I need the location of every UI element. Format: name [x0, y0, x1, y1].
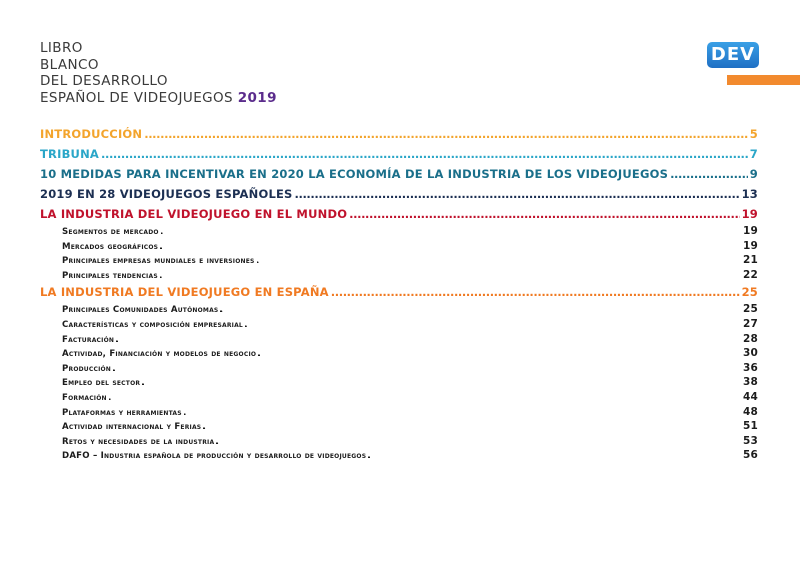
dot-leader: [144, 124, 748, 144]
toc-subentry-page: 28: [742, 332, 758, 345]
toc-subentry[interactable]: [40, 405, 758, 420]
toc-subentry-label: Principales Comunidades Autónomas: [62, 305, 219, 316]
table-of-contents: [40, 124, 758, 463]
toc-subentry-page: 38: [742, 376, 758, 389]
dot-leader: [245, 318, 741, 334]
toc-subentry[interactable]: [40, 346, 758, 361]
dot-leader: [258, 347, 741, 363]
toc-subentry[interactable]: [40, 268, 758, 283]
dot-leader: [160, 240, 741, 256]
toc-entry-page: 25: [741, 285, 758, 300]
toc-entry-label: TRIBUNA: [40, 147, 100, 161]
dot-leader: [101, 144, 748, 164]
toc-subentry-label: Segmentos de mercado: [62, 227, 159, 237]
toc-entry-page: 19: [741, 207, 758, 221]
toc-subentry-label: Retos y necesidades de la industria: [62, 436, 215, 447]
toc-subentry-label: Producción: [62, 363, 112, 374]
title-year: 2019: [237, 89, 277, 106]
dot-leader: [113, 362, 741, 378]
toc-subentry-label: Plataformas y herramientas: [62, 407, 182, 418]
toc-subentry[interactable]: [40, 239, 758, 254]
toc-subentry-page: 51: [742, 420, 758, 433]
dot-leader: [116, 333, 741, 349]
toc-entry-page: 9: [749, 167, 758, 181]
toc-entry-page: 7: [749, 147, 758, 161]
toc-entry-label: LA INDUSTRIA DEL VIDEOJUEGO EN EL MUNDO: [40, 207, 348, 221]
title-line-3: DEL DESARROLLO: [40, 73, 168, 89]
toc-subentry-label: Formación: [62, 392, 107, 403]
toc-subentry-page: 19: [742, 239, 758, 252]
title-line-1: LIBRO: [40, 40, 83, 56]
toc-subentry-page: 30: [742, 347, 758, 360]
toc-subentry-page: 25: [742, 303, 758, 316]
dot-leader: [220, 303, 741, 319]
toc-subentry-page: 22: [742, 268, 758, 281]
toc-entry-introduccion[interactable]: [40, 124, 758, 144]
toc-subentry[interactable]: [40, 448, 758, 463]
toc-subentry-label: Actividad internacional y Ferias: [62, 422, 202, 433]
toc-subentry-page: 56: [742, 449, 758, 462]
dot-leader: [184, 406, 741, 422]
toc-subentry[interactable]: [40, 332, 758, 347]
toc-entry-label: 10 MEDIDAS PARA INCENTIVAR EN 2020 LA ECONOMÍA DE LA INDUSTRIA DE LOS VIDEOJUEGOS: [40, 167, 669, 181]
toc-subentry-page: 48: [742, 405, 758, 418]
toc-subentry-label: Principales empresas mundiales e inversiones: [62, 256, 255, 267]
dev-logo: DEV: [707, 42, 759, 68]
toc-entry-industria-mundo[interactable]: [40, 204, 758, 224]
dot-leader: [368, 449, 741, 465]
dot-leader: [349, 204, 739, 224]
toc-subentry[interactable]: [40, 375, 758, 390]
dot-leader: [161, 225, 741, 241]
toc-entry-tribuna[interactable]: [40, 144, 758, 164]
toc-subentry-page: 27: [742, 317, 758, 330]
toc-subentry-page: 53: [742, 434, 758, 447]
toc-entry-label: LA INDUSTRIA DEL VIDEOJUEGO EN ESPAÑA: [40, 285, 329, 300]
dot-leader: [331, 282, 740, 302]
toc-entry-label: 2019 EN 28 VIDEOJUEGOS ESPAÑOLES: [40, 187, 293, 201]
toc-entry-label: INTRODUCCIÓN: [40, 127, 143, 141]
dot-leader: [142, 376, 741, 392]
toc-subentry[interactable]: [40, 224, 758, 239]
dot-leader: [216, 435, 741, 451]
dot-leader: [670, 164, 748, 184]
toc-subentry[interactable]: [40, 361, 758, 376]
accent-bar: [727, 75, 800, 85]
toc-entry-page: 5: [749, 127, 758, 141]
title-line-4-text: ESPAÑOL DE VIDEOJUEGOS: [40, 89, 233, 106]
toc-entry-page: 13: [741, 187, 758, 201]
toc-entry-2019-videojuegos[interactable]: [40, 184, 758, 204]
toc-subentry-label: DAFO – Industria española de producción y desarrollo de videojuegos: [62, 451, 367, 462]
toc-subentry[interactable]: [40, 253, 758, 268]
toc-subentry[interactable]: [40, 390, 758, 405]
toc-subentry-page: 19: [742, 225, 758, 237]
toc-subentry[interactable]: [40, 434, 758, 449]
toc-subentry-label: Principales tendencias: [62, 270, 158, 281]
toc-subentry-label: Actividad, Financiación y modelos de negocio: [62, 349, 257, 360]
toc-subentry-page: 21: [742, 254, 758, 267]
toc-subentry-label: Mercados geográficos: [62, 241, 159, 252]
title-line-4: [40, 90, 277, 107]
dot-leader: [257, 254, 741, 270]
dot-leader: [109, 391, 741, 407]
dot-leader: [203, 420, 741, 436]
toc-subentry[interactable]: [40, 317, 758, 332]
dot-leader: [295, 184, 740, 204]
toc-subentry-page: 44: [742, 390, 758, 403]
toc-subentry-label: Características y composición empresarial: [62, 319, 243, 330]
toc-subentry[interactable]: [40, 302, 758, 317]
toc-subentry-label: Facturación: [62, 334, 115, 345]
toc-subentry-page: 36: [742, 361, 758, 374]
toc-entry-10-medidas[interactable]: [40, 164, 758, 184]
document-title: [40, 40, 277, 106]
title-line-2: BLANCO: [40, 56, 99, 73]
toc-subentry-label: Empleo del sector: [62, 378, 141, 389]
toc-subentry[interactable]: [40, 419, 758, 434]
toc-entry-industria-espana[interactable]: [40, 282, 758, 302]
